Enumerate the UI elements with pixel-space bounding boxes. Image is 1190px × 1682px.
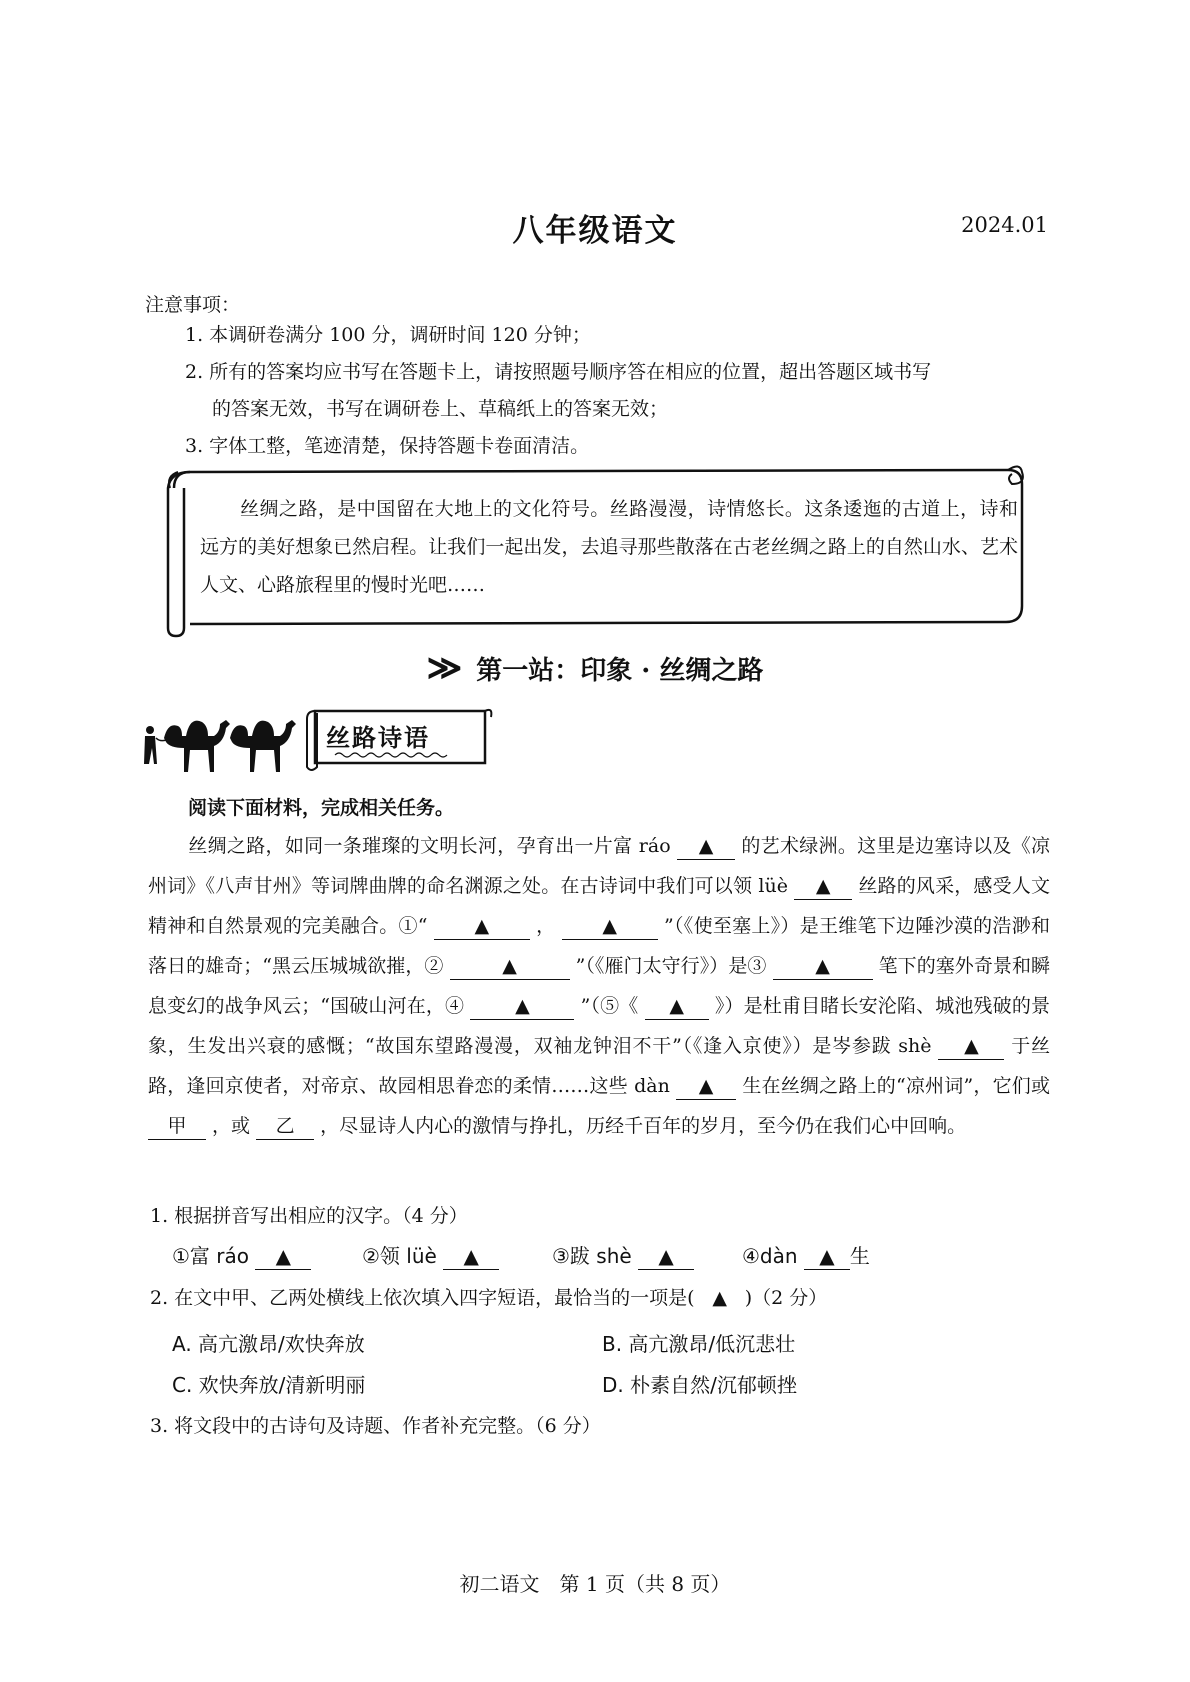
answer-blank-yi: 乙 xyxy=(256,1113,314,1140)
note-item: 2. 所有的答案均应书写在答题卡上，请按照题号顺序答在相应的位置，超出答题区域书写 xyxy=(185,361,932,383)
instruction: 阅读下面材料，完成相关任务。 xyxy=(188,797,455,819)
answer-blank: ▲ xyxy=(773,953,873,980)
answer-blank: ▲ xyxy=(434,913,530,940)
camel-caravan-icon xyxy=(142,702,302,782)
answer-blank: ▲ xyxy=(470,993,574,1020)
page-title: 八年级语文 xyxy=(512,213,678,249)
answer-blank: ▲ xyxy=(562,913,658,940)
option-c: C. 欢快奔放/清新明丽 xyxy=(172,1373,366,1397)
notes-heading: 注意事项： xyxy=(145,294,241,316)
note-item: 的答案无效，书写在调研卷上、草稿纸上的答案无效； xyxy=(212,398,669,420)
station-heading xyxy=(0,648,1190,688)
station-title: 第一站：印象 · 丝绸之路 xyxy=(476,655,764,686)
section-label: 丝路诗语 xyxy=(326,723,430,752)
option-b: B. 高亢激昂/低沉悲壮 xyxy=(602,1332,796,1356)
option-a: A. 高亢激昂/欢快奔放 xyxy=(172,1332,365,1356)
answer-blank: ▲ xyxy=(677,833,735,860)
answer-blank: ▲ xyxy=(938,1033,1004,1060)
reading-passage: 丝绸之路，如同一条璀璨的文明长河，孕育出一片富 ráo ▲ 的艺术绿洲。这里是边塞诗以及《凉州词》《八声甘州》等词牌曲牌的命名渊源之处。在古诗词中我们可以领 lüè ▲ 丝路的风采，感受人文精神和自然景观的完美融合。①“ ▲ ， ▲ ”（《使至塞上》）是王维笔下边陲沙漠的浩渺和落日的雄奇；“黑云压城城欲摧，② ▲ ”（《雁门太守行》）是③ ▲ 笔下的塞外奇景和瞬息变幻的战争风云；“国破山河在，④ ▲ ”（⑤《 ▲ 》）是杜甫目睹长安沦陷、城池残破的景象，生发出兴衰的感慨；“故国东望路漫漫，双袖龙钟泪不干”（《逢入京使》）是岑参跋 shè ▲ 于丝路，逢回京使者，对帝京、故园相思眷恋的柔情……这些 dàn ▲ 生在丝绸之路上的“凉州词”，它们或 甲 ，或 乙 ，尽显诗人内心的激情与挣扎，历经千百年的岁月，至今仍在我们心中回响。 xyxy=(148,826,1050,1146)
answer-mark: ▲ xyxy=(712,1287,727,1309)
answer-blank: ▲ xyxy=(645,993,709,1020)
option-d: D. 朴素自然/沉郁顿挫 xyxy=(602,1373,797,1397)
answer-blank: ▲ xyxy=(804,1243,850,1270)
double-chevron-icon: ≫ xyxy=(426,648,463,688)
answer-blank: ▲ xyxy=(794,873,852,900)
answer-blank-jia: 甲 xyxy=(148,1113,206,1140)
intro-text: 丝绸之路，是中国留在大地上的文化符号。丝路漫漫，诗情悠长。这条逶迤的古道上，诗和远方的美好想象已然启程。让我们一起出发，去追寻那些散落在古老丝绸之路上的自然山水、艺术人文、心路旅程里的慢时光吧…… xyxy=(200,498,1018,596)
exam-date: 2024.01 xyxy=(961,213,1048,237)
question-3: 3. 将文段中的古诗句及诗题、作者补充完整。（6 分） xyxy=(150,1415,601,1437)
page-footer: 初二语文 第 1 页（共 8 页） xyxy=(459,1572,731,1596)
answer-blank: ▲ xyxy=(443,1243,499,1270)
question-1: 1. 根据拼音写出相应的汉字。（4 分） xyxy=(150,1205,468,1227)
answer-blank: ▲ xyxy=(255,1243,311,1270)
answer-blank: ▲ xyxy=(450,953,570,980)
question-1-items: ①富 ráo ▲ ②领 lüè ▲ ③跋 shè ▲ ④dàn ▲ 生 xyxy=(172,1244,870,1268)
answer-blank: ▲ xyxy=(676,1073,736,1100)
note-item: 3. 字体工整，笔迹清楚，保持答题卡卷面清洁。 xyxy=(185,435,590,457)
note-item: 1. 本调研卷满分 100 分，调研时间 120 分钟； xyxy=(185,324,591,346)
question-2: 2. 在文中甲、乙两处横线上依次填入四字短语，最恰当的一项是( ▲ )（2 分） xyxy=(150,1280,827,1317)
answer-blank: ▲ xyxy=(638,1243,694,1270)
